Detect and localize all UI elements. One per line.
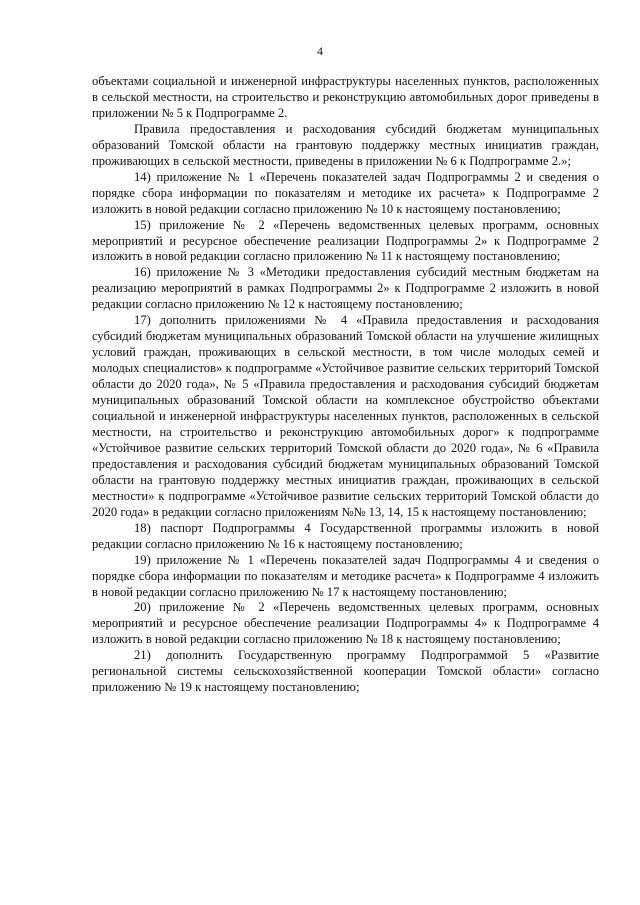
paragraph-rules-grant-support: Правила предоставления и расходования субсидий бюджетам муниципальных образований Томской области на грантовую поддержку местных инициатив граждан, проживающих в сельской местности, приведены в приложении № 6 к Подпрограмме 2.»; [92, 121, 599, 168]
paragraph-item-16: 16) приложение № 3 «Методики предоставления субсидий местным бюджетам на реализацию мероприятий в рамках Подпрограммы 2» к Подпрограмме 2 изложить в новой редакции согласно приложению № 12 к настоящему постановлению; [92, 265, 599, 312]
paragraph-item-17: 17) дополнить приложениями № 4 «Правила предоставления и расходования субсидий бюджетам муниципальных образований Томской области на улучшение жилищных условий граждан, проживающих в сельской местности, в том числе молодых семей и молодых специалистов» к подпрограмме «Устойчивое развитие сельских территорий Томской области до 2020 года», № 5 «Правила предоставления и расходования субсидий бюджетам муниципальных образований Томской области на комплексное обустройство объектами социальной и инженерной инфраструктуры населенных пунктов, расположенных в сельской местности, на строительство и реконструкцию автомобильных дорог» к подпрограмме «Устойчивое развитие сельских территорий Томской области до 2020 года», № 6 «Правила предоставления и расходования субсидий бюджетам муниципальных образований Томской области на грантовую поддержку местных инициатив граждан, проживающих в сельской местности» к подпрограмме «Устойчивое развитие сельских территорий Томской области до 2020 года» в редакции согласно приложениям №№ 13, 14, 15 к настоящему постановлению; [92, 313, 599, 519]
paragraph-item-21: 21) дополнить Государственную программу Подпрограммой 5 «Развитие региональной системы сельскохозяйственной кооперации Томской области» согласно приложению № 19 к настоящему постановлению; [92, 648, 599, 695]
paragraph-item-19: 19) приложение № 1 «Перечень показателей задач Подпрограммы 4 и сведения о порядке сбора информации по показателям и методике расчета» к Подпрограмме 4 изложить в новой редакции согласно приложению № 17 к настоящему постановлению; [92, 552, 599, 599]
paragraph-item-15: 15) приложение № 2 «Перечень ведомственных целевых программ, основных мероприятий и ресурсное обеспечение реализации Подпрограммы 2» к Подпрограмме 2 изложить в новой редакции согласно приложению № 11 к настоящему постановлению; [92, 217, 599, 264]
paragraph-item-18: 18) паспорт Подпрограммы 4 Государственной программы изложить в новой редакции согласно приложению № 16 к настоящему постановлению; [92, 520, 599, 551]
paragraph-item-14: 14) приложение № 1 «Перечень показателей задач Подпрограммы 2 и сведения о порядке сбора информации по показателям и методике их расчета» к Подпрограмме 2 изложить в новой редакции согласно приложению № 10 к настоящему постановлению; [92, 169, 599, 216]
document-body [92, 74, 599, 696]
paragraph-continuation: объектами социальной и инженерной инфраструктуры населенных пунктов, расположенных в сельской местности, на строительство и реконструкцию автомобильных дорог приведены в приложении № 5 к Подпрограмме 2. [92, 74, 599, 120]
page-number: 4 [317, 44, 323, 58]
paragraph-item-20: 20) приложение № 2 «Перечень ведомственных целевых программ, основных мероприятий и ресурсное обеспечение реализации Подпрограммы 4» к Подпрограмме 4 изложить в новой редакции согласно приложению № 18 к настоящему постановлению; [92, 600, 599, 647]
